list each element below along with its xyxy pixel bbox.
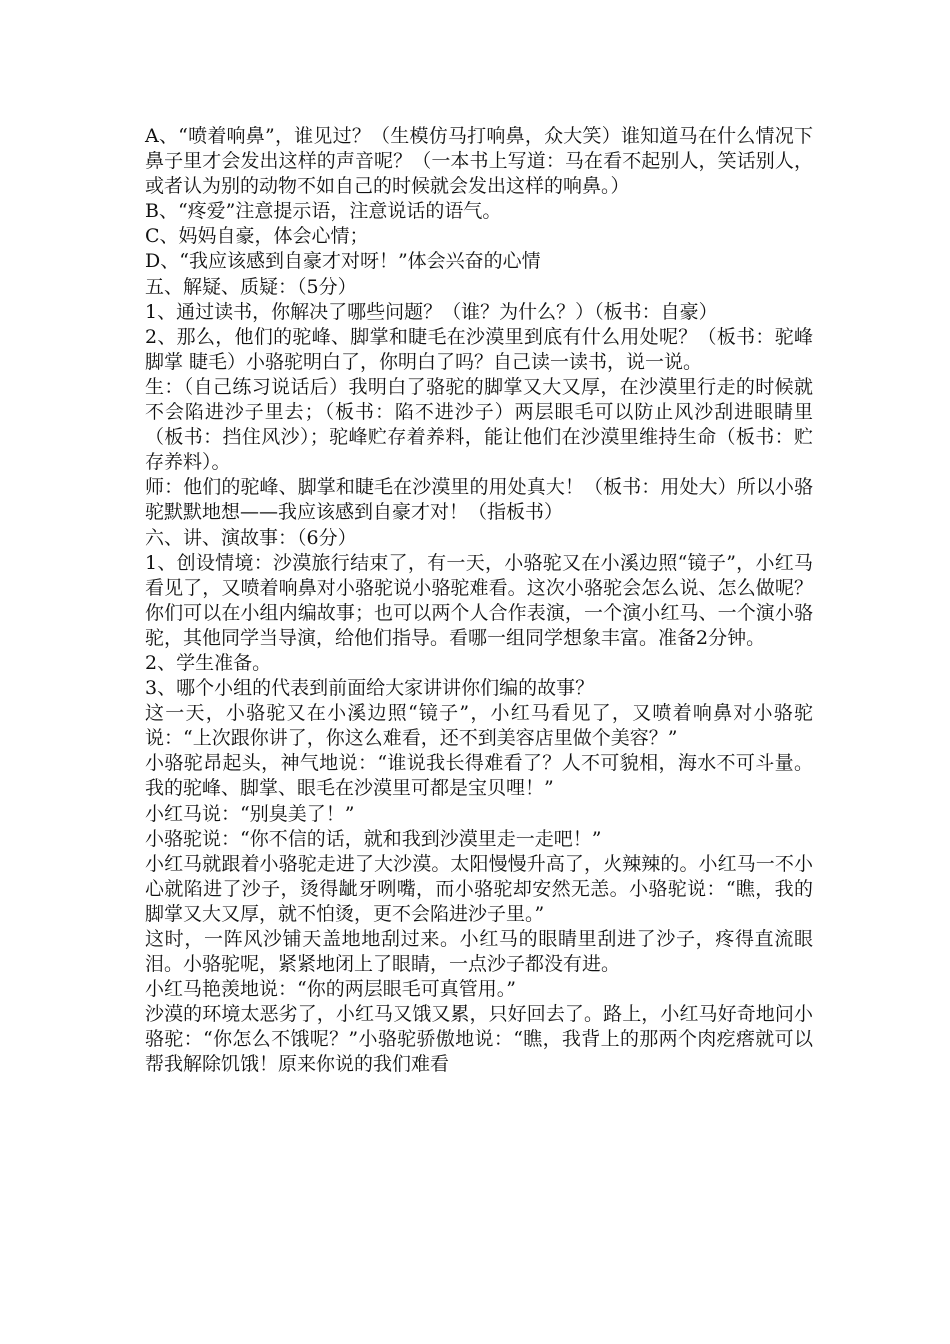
- story-paragraph-7: 小红马艳羡地说：“你的两层眼毛可真管用。”: [145, 978, 516, 1001]
- story-paragraph-8: 沙漠的环境太恶劣了，小红马又饿又累，只好回去了。路上，小红马好奇地问小骆驼：“你怎么不饿呢？”小骆驼骄傲地说：“瞧，我背上的那两个肉疙瘩就可以帮我解除饥饿！原来你说的我们难看: [145, 1003, 813, 1076]
- paragraph-scenario-1: 1、创设情境：沙漠旅行结束了，有一天，小骆驼又在小溪边照“镜子”，小红马看见了，又喷着响鼻对小骆驼说小骆驼难看。这次小骆驼会怎么说、怎么做呢？你们可以在小组内编故事；也可以两个人合作表演，一个演小红马、一个演小骆驼，其他同学当导演，给他们指导。看哪一组同学想象丰富。准备2分钟。: [145, 551, 813, 649]
- paragraph-c-mother-proud: C、妈妈自豪，体会心情；: [145, 225, 369, 248]
- story-paragraph-3: 小红马说：“别臭美了！”: [145, 802, 355, 825]
- paragraph-prepare-2: 2、学生准备。: [145, 651, 272, 674]
- paragraph-question-1: 1、通过读书，你解决了哪些问题？（谁？为什么？）（板书：自豪）: [145, 300, 718, 323]
- paragraph-teacher-summary: 师：他们的驼峰、脚掌和睫毛在沙漠里的用处真大！（板书：用处大）所以小骆驼默默地想——我应该感到自豪才对！（指板书）: [145, 476, 813, 524]
- story-paragraph-1: 这一天，小骆驼又在小溪边照“镜子”，小红马看见了，又喷着响鼻对小骆驼说：“上次跟你讲了，你这么难看，还不到美容店里做个美容？”: [145, 702, 813, 750]
- story-paragraph-4: 小骆驼说：“你不信的话，就和我到沙漠里走一走吧！”: [145, 827, 602, 850]
- story-paragraph-6: 这时，一阵风沙铺天盖地地刮过来。小红马的眼睛里刮进了沙子，疼得直流眼泪。小骆驼呢，紧紧地闭上了眼睛，一点沙子都没有进。: [145, 928, 813, 976]
- paragraph-b-love: B、“疼爱”注意提示语，注意说话的语气。: [145, 200, 502, 223]
- paragraph-a-snort: A、“喷着响鼻”，谁见过？（生模仿马打响鼻，众大笑）谁知道马在什么情况下鼻子里才会发出这样的声音呢？（一本书上写道：马在看不起别人，笑话别人，或者认为别的动物不如自己的时候就会发出这样的响鼻。）: [145, 125, 813, 198]
- story-paragraph-2: 小骆驼昂起头，神气地说：“谁说我长得难看了？人不可貌相，海水不可斗量。我的驼峰、脚掌、眼毛在沙漠里可都是宝贝哩！”: [145, 752, 813, 800]
- section-heading-5: 五、解疑、质疑：（5分）: [145, 275, 357, 298]
- paragraph-d-excited: D、“我应该感到自豪才对呀！”体会兴奋的心情: [145, 250, 541, 273]
- paragraph-student-answer: 生：（自己练习说话后）我明白了骆驼的脚掌又大又厚，在沙漠里行走的时候就不会陷进沙子里去；（板书：陷不进沙子）两层眼毛可以防止风沙刮进眼睛里（板书：挡住风沙）；驼峰贮存着养料，能让他们在沙漠里维持生命（板书：贮存养料）。: [145, 375, 813, 474]
- document-body: [145, 124, 813, 1078]
- story-paragraph-5: 小红马就跟着小骆驼走进了大沙漠。太阳慢慢升高了，火辣辣的。小红马一不小心就陷进了沙子，烫得龇牙咧嘴，而小骆驼却安然无恙。小骆驼说：“瞧，我的脚掌又大又厚，就不怕烫，更不会陷进沙子里。”: [145, 852, 813, 925]
- paragraph-tell-3: 3、哪个小组的代表到前面给大家讲讲你们编的故事？: [145, 677, 595, 700]
- paragraph-question-2: 2、那么，他们的驼峰、脚掌和睫毛在沙漠里到底有什么用处呢？（板书：驼峰 脚掌 睫毛）小骆驼明白了，你明白了吗？自己读一读书，说一说。: [145, 325, 813, 373]
- section-heading-6: 六、讲、演故事：（6分）: [145, 526, 357, 549]
